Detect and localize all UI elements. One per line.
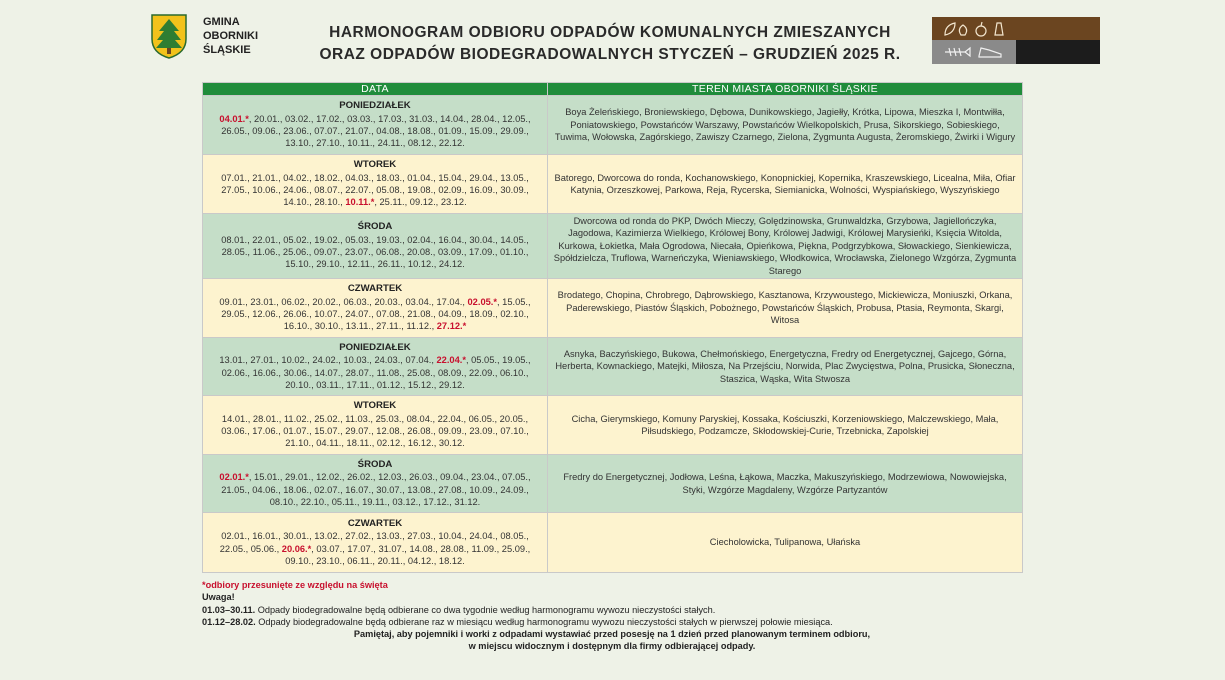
column-header-area: TEREN MIASTA OBORNIKI ŚLĄSKIE — [548, 83, 1023, 96]
moved-date: 10.11.* — [345, 197, 375, 208]
table-header-row — [203, 83, 1023, 96]
dates-text: 13.01., 27.01., 10.02., 24.02., 10.03., 24.03., 07.04., — [219, 355, 437, 366]
dates-text: , 15.05., 29.05., 12.06., 26.06., 10.07., 24.07., 07.08., 21.08., 04.09., 18.09., 02.10., 16.10., 30.10., 13.11., 27.11., 11.12., — [221, 296, 531, 332]
notice-text: Odpady biodegradowalne będą odbierane raz w miesiącu według harmonogramu wywozu nieczystości stałych w pierwszej połowie miesiąca. — [255, 616, 833, 627]
coat-of-arms-icon — [150, 13, 188, 59]
mixed-bin-icon — [932, 40, 1016, 64]
date-cell — [203, 214, 548, 279]
table-row — [203, 513, 1023, 573]
title-line-2: ORAZ ODPADÓW BIODEGRADOWALNYCH STYCZEŃ – GRUDZIEŃ 2025 R. — [319, 46, 901, 63]
dates-text: , 25.11., 09.12., 23.12. — [374, 197, 467, 208]
reminder-line-1: Pamiętaj, aby pojemniki i worki z odpadami wystawiać przed posesję na 1 dzień przed planowanym terminem odbioru, — [353, 629, 871, 640]
notice-heading: Uwaga! — [202, 592, 235, 603]
table-row — [203, 455, 1023, 513]
streets-cell: Cicha, Gierymskiego, Komuny Paryskiej, Kossaka, Kościuszki, Korzeniowskiego, Malczewskiego, Mała, Piłsudskiego, Podzamcze, Skłodowskiej-Curie, Trzebnicka, Zapolskiej — [548, 396, 1023, 455]
dates-text: , 05.05., 19.05., 02.06., 16.06., 30.06., 14.07., 28.07., 11.08., 25.08., 08.09., 22.09., 06.10., 20.10., 03.11., 17.11., 01.12., 15.12., 29.12. — [221, 355, 531, 390]
weekday-label: WTOREK — [353, 159, 397, 171]
mixed-bin-color — [1016, 40, 1100, 64]
column-header-date: DATA — [203, 83, 548, 96]
streets-cell: Ciecholowicka, Tulipanowa, Ułańska — [548, 513, 1023, 573]
bio-bin-color — [1016, 17, 1100, 40]
weekday-label: PONIEDZIAŁEK — [339, 100, 411, 112]
moved-date: 22.04.* — [436, 355, 466, 366]
moved-date: 02.05.* — [467, 296, 497, 307]
streets-cell: Fredry do Energetycznej, Jodłowa, Leśna, Łąkowa, Maczka, Makuszyńskiego, Modrzewiowa, Nowowiejska, Styki, Wzgórze Magdaleny, Wzgórze Partyzantów — [548, 455, 1023, 513]
period-label: 01.03–30.11. — [202, 604, 256, 615]
date-cell — [203, 396, 548, 455]
date-cell — [203, 96, 548, 155]
dates-text: , 20.01., 03.02., 17.02., 03.03., 17.03., 31.03., 14.04., 28.04., 12.05., 26.05., 09.06., 23.06., 07.07., 21.07., 04.08., 18.08., 01.09., 15.09., 29.09., 13.10., 27.10., 10.11., 24.11., 08.12., 22.12. — [221, 113, 531, 149]
date-cell — [203, 513, 548, 573]
period-label: 01.12–28.02. — [202, 616, 256, 627]
dates-text: 07.01., 21.01., 04.02., 18.02., 04.03., 18.03., 01.04., 15.04., 29.04., 13.05., 27.05., 10.06., 24.06., 08.07., 22.07., 05.08., 19.08., 02.09., 16.09., 30.09., 14.10., 28.10., — [221, 172, 529, 208]
weekday-label: PONIEDZIAŁEK — [339, 341, 411, 353]
date-cell — [203, 279, 548, 338]
moved-date: 02.01.* — [219, 472, 249, 483]
bio-bin-icon — [932, 17, 1016, 40]
dates-text: 02.01., 16.01., 30.01., 13.02., 27.02., 13.03., 27.03., 10.04., 24.04., 08.05., 22.05., 05.06., — [219, 531, 529, 554]
dates-text: 09.01., 23.01., 06.02., 20.02., 06.03., 20.03., 03.04., 17.04., — [219, 296, 468, 307]
brand-line-1: GMINA — [203, 16, 240, 28]
streets-cell: Dworcowa od ronda do PKP, Dwóch Mieczy, Golędzinowska, Grunwaldzka, Grzybowa, Jagiellończyka, Jagodowa, Kazimierza Wielkiego, Królowej Bony, Królowej Jadwigi, Królowej Marysieńki, Księcia Witolda, Kurkowa, Łokietka, Mała Ogrodowa, Niecała, Opieńkowa, Piękna, Podgrzybkowa, Słowackiego, Sienkiewicza, Spółdzielcza, Truflowa, Warneńczyka, Wieniawskiego, Włodkowica, Wrocławska, Zielonego Wzgórza, Zygmunta Starego — [548, 214, 1023, 279]
table-row — [203, 279, 1023, 338]
leaf-apple-icon — [939, 19, 1009, 39]
streets-cell: Brodatego, Chopina, Chrobrego, Dąbrowskiego, Kasztanowa, Krzywoustego, Mickiewicza, Moniuszki, Orkana, Paderewskiego, Piastów Śląskich, Pobożnego, Powstańców Śląskich, Probusa, Ptasia, Reymonta, Skargi, Witosa — [548, 279, 1023, 338]
date-cell — [203, 155, 548, 214]
weekday-label: ŚRODA — [357, 221, 393, 233]
weekday-label: ŚRODA — [357, 458, 393, 470]
notice-line-2 — [202, 616, 1022, 628]
moved-date: 27.12.* — [436, 321, 467, 332]
table-row — [203, 396, 1023, 455]
table-row — [203, 338, 1023, 396]
bin-type-legend — [932, 17, 1100, 64]
notice-text: Odpady biodegradowalne będą odbierane co dwa tygodnie według harmonogramu wywozu nieczystości stałych. — [255, 604, 716, 615]
table-row — [203, 214, 1023, 279]
notes-section — [202, 579, 1022, 653]
dates-text: 08.01., 22.01., 05.02., 19.02., 05.03., 19.03., 02.04., 16.04., 30.04., 14.05., 28.05., 11.06., 25.06., 09.07., 23.07., 06.08., 20.08., 03.09., 17.09., 01.10., 15.10., 29.10., 12.11., 26.11., 10.12., 24.12. — [221, 234, 529, 270]
fish-bone-shoe-icon — [939, 42, 1009, 62]
dates-text: , 15.01., 29.01., 12.02., 26.02., 12.03., 26.03., 09.04., 23.04., 07.05., 21.05., 04.06., 18.06., 02.07., 16.07., 30.07., 13.08., 27.08., 10.09., 24.09., 08.10., 22.10., 05.11., 19.11., 03.12., 17.12., 31.12. — [221, 472, 531, 507]
streets-cell: Asnyka, Baczyńskiego, Bukowa, Chełmońskiego, Energetyczna, Fredry od Energetycznej, Gajcego, Górna, Herberta, Kownackiego, Matejki, Miłosza, Na Przejściu, Norwida, Plac Zwycięstwa, Polna, Prusicka, Słoneczna, Staszica, Wąska, Wita Stwosza — [548, 338, 1023, 396]
date-cell — [203, 338, 548, 396]
table-row — [203, 96, 1023, 155]
notice-line-1 — [202, 604, 1022, 616]
date-cell — [203, 455, 548, 513]
weekday-label: CZWARTEK — [347, 517, 403, 529]
holiday-footnote: *odbiory przesunięte ze względu na święta — [202, 580, 388, 590]
streets-cell: Boya Żeleńskiego, Broniewskiego, Dębowa, Dunikowskiego, Jagiełły, Krótka, Lipowa, Mieszka I, Montwiłła, Poniatowskiego, Powstańców Warszawy, Powstańców Wielkopolskich, Prusa, Sikorskiego, Sobieskiego, Tuwima, Wołowska, Zagórskiego, Zawiszy Czarnego, Zielona, Zygmunta Augusta, Żeromskiego, Żwirki i Wigury — [548, 96, 1023, 155]
page-title — [290, 22, 930, 66]
table-row — [203, 155, 1023, 214]
schedule-table — [202, 82, 1023, 573]
title-line-1: HARMONOGRAM ODBIORU ODPADÓW KOMUNALNYCH ZMIESZANYCH — [329, 24, 891, 41]
municipality-name — [203, 15, 258, 57]
moved-date: 04.01.* — [219, 113, 249, 124]
brand-line-3: ŚLĄSKIE — [203, 44, 251, 56]
reminder-line-2: w miejscu widocznym i dostępnym dla firmy odbierającej odpady. — [468, 641, 756, 652]
weekday-label: CZWARTEK — [347, 283, 403, 295]
weekday-label: WTOREK — [353, 400, 397, 412]
moved-date: 20.06.* — [281, 543, 312, 554]
brand-line-2: OBORNIKI — [203, 30, 258, 42]
dates-text: , 03.07., 17.07., 31.07., 14.08., 28.08., 11.09., 25.09., 09.10., 23.10., 06.11., 20.11., 04.12., 18.12. — [285, 543, 531, 566]
streets-cell: Batorego, Dworcowa do ronda, Kochanowskiego, Konopnickiej, Kopernika, Kraszewskiego, Licealna, Miła, Ofiar Katynia, Orzeszkowej, Parkowa, Reja, Rycerska, Siemianicka, Wolności, Wyspiańskiego, Wyszyńskiego — [548, 155, 1023, 214]
dates-text: 14.01., 28.01., 11.02., 25.02., 11.03., 25.03., 08.04., 22.04., 06.05., 20.05., 03.06., 17.06., 01.07., 15.07., 29.07., 12.08., 26.08., 09.09., 23.09., 07.10., 21.10., 04.11., 18.11., 02.12., 16.12., 30.12. — [221, 413, 529, 449]
